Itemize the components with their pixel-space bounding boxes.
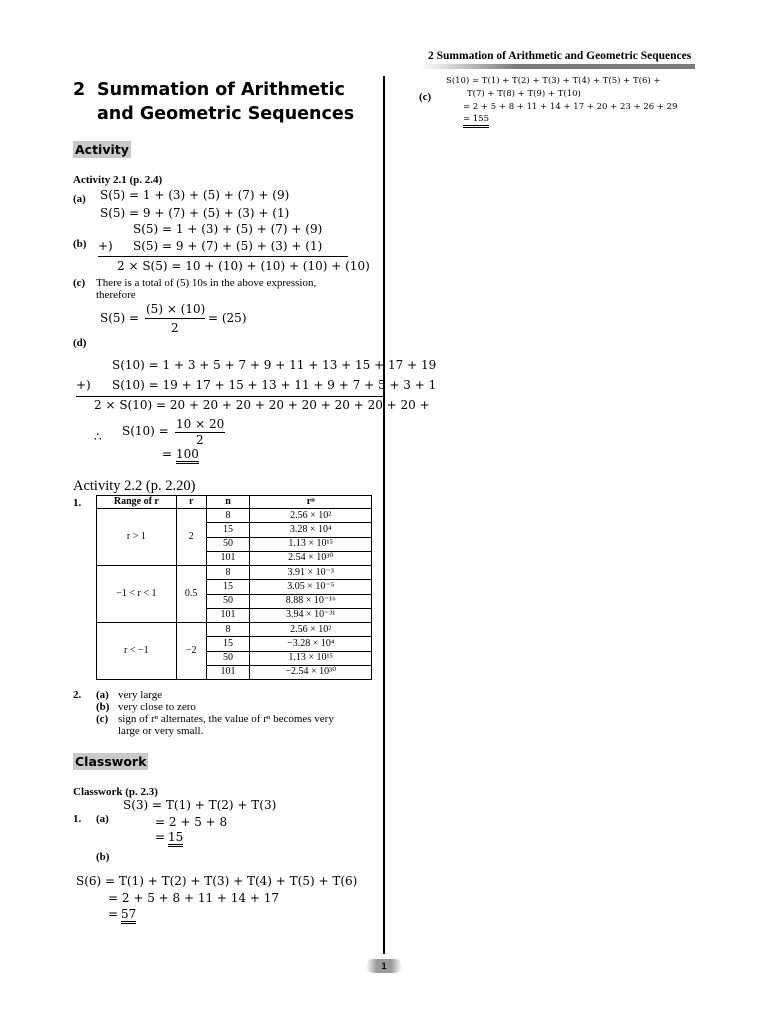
table-row bbox=[97, 623, 372, 637]
a21-d-line1: S(10) = 1 + 3 + 5 + 7 + 9 + 11 + 13 + 15 + 17 + 19 bbox=[112, 358, 437, 372]
activity-2-2-heading: Activity 2.2 (p. 2.20) bbox=[73, 478, 196, 494]
chapter-title-line1: Summation of Arithmetic bbox=[97, 80, 345, 100]
cw-a-equals: = bbox=[155, 830, 166, 844]
classwork-heading: Classwork (p. 2.3) bbox=[73, 786, 158, 798]
rn-cell: 2.56 × 10² bbox=[250, 623, 372, 637]
range-cell: −1 < r < 1 bbox=[97, 566, 177, 623]
n-cell: 8 bbox=[206, 566, 250, 580]
a21-c-lhs: S(5) = bbox=[100, 311, 140, 325]
a21-c-rhs: = (25) bbox=[208, 311, 247, 325]
n-cell: 50 bbox=[206, 537, 250, 551]
n-cell: 101 bbox=[206, 665, 250, 679]
a21-a-line1: S(5) = 1 + (3) + (5) + (7) + (9) bbox=[100, 188, 290, 202]
rc-line3: = 2 + 5 + 8 + 11 + 14 + 17 + 20 + 23 + 26 + 29 bbox=[463, 102, 678, 112]
a21-c-numerator: (5) × (10) bbox=[146, 302, 206, 316]
a21-c-fraction-bar bbox=[145, 318, 205, 319]
a21-d-denominator: 2 bbox=[196, 433, 204, 447]
a21-c-denominator: 2 bbox=[171, 321, 179, 335]
cw-b-equals: = bbox=[108, 907, 119, 921]
col-header-range: Range of r bbox=[97, 496, 177, 509]
cw-b-line1: S(6) = T(1) + T(2) + T(3) + T(4) + T(5) + T(6) bbox=[76, 874, 358, 888]
rn-cell: 3.05 × 10⁻⁵ bbox=[250, 580, 372, 594]
range-cell: r < −1 bbox=[97, 623, 177, 680]
a21-d-equals: = bbox=[162, 447, 173, 461]
col-header-rn: rⁿ bbox=[250, 496, 372, 509]
a22-q2-c-text2: large or very small. bbox=[118, 725, 204, 737]
n-cell: 15 bbox=[206, 637, 250, 651]
rn-cell: 2.56 × 10² bbox=[250, 509, 372, 523]
n-cell: 8 bbox=[206, 623, 250, 637]
classwork-section-tag: Classwork bbox=[75, 754, 147, 769]
a22-q2-a-text: very large bbox=[118, 689, 163, 701]
a22-q2-c-label: (c) bbox=[96, 713, 109, 725]
cw-a-line2: = 2 + 5 + 8 bbox=[155, 815, 228, 829]
a21-d-operator: +) bbox=[76, 378, 91, 392]
part-a-label: (a) bbox=[73, 193, 86, 205]
a22-q1-label: 1. bbox=[73, 497, 82, 509]
table-row bbox=[97, 509, 372, 523]
a21-b-line2: S(5) = 9 + (7) + (5) + (3) + (1) bbox=[133, 239, 323, 253]
n-cell: 8 bbox=[206, 509, 250, 523]
header-rule bbox=[420, 64, 695, 69]
a21-c-text2: therefore bbox=[96, 289, 136, 301]
range-cell: r > 1 bbox=[97, 509, 177, 566]
rc-line2: T(7) + T(8) + T(9) + T(10) bbox=[467, 89, 581, 99]
rn-cell: 2.54 × 10³⁰ bbox=[250, 551, 372, 565]
a21-b-line3: 2 × S(5) = 10 + (10) + (10) + (10) + (10) bbox=[117, 259, 370, 273]
table-header-row bbox=[97, 496, 372, 509]
rn-cell: −2.54 × 10³⁰ bbox=[250, 665, 372, 679]
a21-d-sum-rule bbox=[76, 396, 383, 397]
a22-q2-c-text1: sign of rⁿ alternates, the value of rⁿ becomes very bbox=[118, 713, 334, 725]
a21-d-line3: 2 × S(10) = 20 + 20 + 20 + 20 + 20 + 20 + 20 + 20 + bbox=[94, 398, 430, 412]
r-cell: 2 bbox=[176, 509, 206, 566]
r-cell: 0.5 bbox=[176, 566, 206, 623]
a21-a-line2: S(5) = 9 + (7) + (5) + (3) + (1) bbox=[100, 206, 290, 220]
activity-2-1-heading: Activity 2.1 (p. 2.4) bbox=[73, 174, 163, 186]
column-divider bbox=[383, 76, 385, 954]
a21-d-answer: 100 bbox=[176, 447, 199, 464]
running-header: 2 Summation of Arithmetic and Geometric Sequences bbox=[428, 50, 692, 62]
n-cell: 15 bbox=[206, 523, 250, 537]
rn-cell: 1.13 × 10¹⁵ bbox=[250, 651, 372, 665]
col-header-r: r bbox=[176, 496, 206, 509]
chapter-title-line2: and Geometric Sequences bbox=[97, 104, 355, 124]
a21-d-numerator: 10 × 20 bbox=[176, 417, 225, 431]
a22-q2-b-label: (b) bbox=[96, 701, 110, 713]
n-cell: 15 bbox=[206, 580, 250, 594]
rn-cell: 3.94 × 10⁻³¹ bbox=[250, 608, 372, 622]
a22-q2-a-label: (a) bbox=[96, 689, 109, 701]
cw-b-label: (b) bbox=[96, 851, 110, 863]
rc-line1: S(10) = T(1) + T(2) + T(3) + T(4) + T(5) + T(6) + bbox=[446, 76, 661, 86]
a21-c-text1: There is a total of (5) 10s in the above expression, bbox=[96, 277, 317, 289]
table-row bbox=[97, 566, 372, 580]
chapter-title bbox=[73, 78, 354, 126]
rn-cell: 3.91 × 10⁻³ bbox=[250, 566, 372, 580]
part-d-label: (d) bbox=[73, 337, 87, 349]
n-cell: 50 bbox=[206, 651, 250, 665]
cw-b-line2: = 2 + 5 + 8 + 11 + 14 + 17 bbox=[108, 891, 279, 905]
therefore-symbol: ∴ bbox=[94, 430, 102, 444]
a21-b-line1: S(5) = 1 + (3) + (5) + (7) + (9) bbox=[133, 222, 323, 236]
rn-cell: 1.13 × 10¹⁵ bbox=[250, 537, 372, 551]
r-cell: −2 bbox=[176, 623, 206, 680]
a21-d-line2: S(10) = 19 + 17 + 15 + 13 + 11 + 9 + 7 + 5 + 3 + 1 bbox=[112, 378, 437, 392]
powers-table bbox=[96, 495, 372, 680]
part-b-label: (b) bbox=[73, 238, 87, 250]
a21-b-operator: +) bbox=[98, 239, 113, 253]
cw-b-answer: 57 bbox=[121, 907, 136, 924]
page-number: 1 bbox=[366, 959, 402, 973]
a22-q2-label: 2. bbox=[73, 689, 82, 701]
n-cell: 50 bbox=[206, 594, 250, 608]
cw-q1-label: 1. bbox=[73, 813, 82, 825]
a22-q2-b-text: very close to zero bbox=[118, 701, 196, 713]
a21-b-sum-rule bbox=[98, 256, 348, 257]
rn-cell: 8.88 × 10⁻¹⁶ bbox=[250, 594, 372, 608]
col-header-n: n bbox=[206, 496, 250, 509]
rn-cell: 3.28 × 10⁴ bbox=[250, 523, 372, 537]
chapter-number: 2 bbox=[73, 80, 86, 100]
rn-cell: −3.28 × 10⁴ bbox=[250, 637, 372, 651]
n-cell: 101 bbox=[206, 608, 250, 622]
cw-a-line1: S(3) = T(1) + T(2) + T(3) bbox=[123, 798, 277, 812]
part-c-label: (c) bbox=[73, 277, 86, 289]
a21-d-lhs: S(10) = bbox=[122, 424, 169, 438]
activity-section-tag: Activity bbox=[75, 142, 129, 157]
cw-a-answer: 15 bbox=[168, 830, 183, 847]
rc-c-label: (c) bbox=[419, 91, 432, 103]
n-cell: 101 bbox=[206, 551, 250, 565]
rc-line4: = 155 bbox=[463, 114, 489, 128]
cw-a-label: (a) bbox=[96, 813, 109, 825]
